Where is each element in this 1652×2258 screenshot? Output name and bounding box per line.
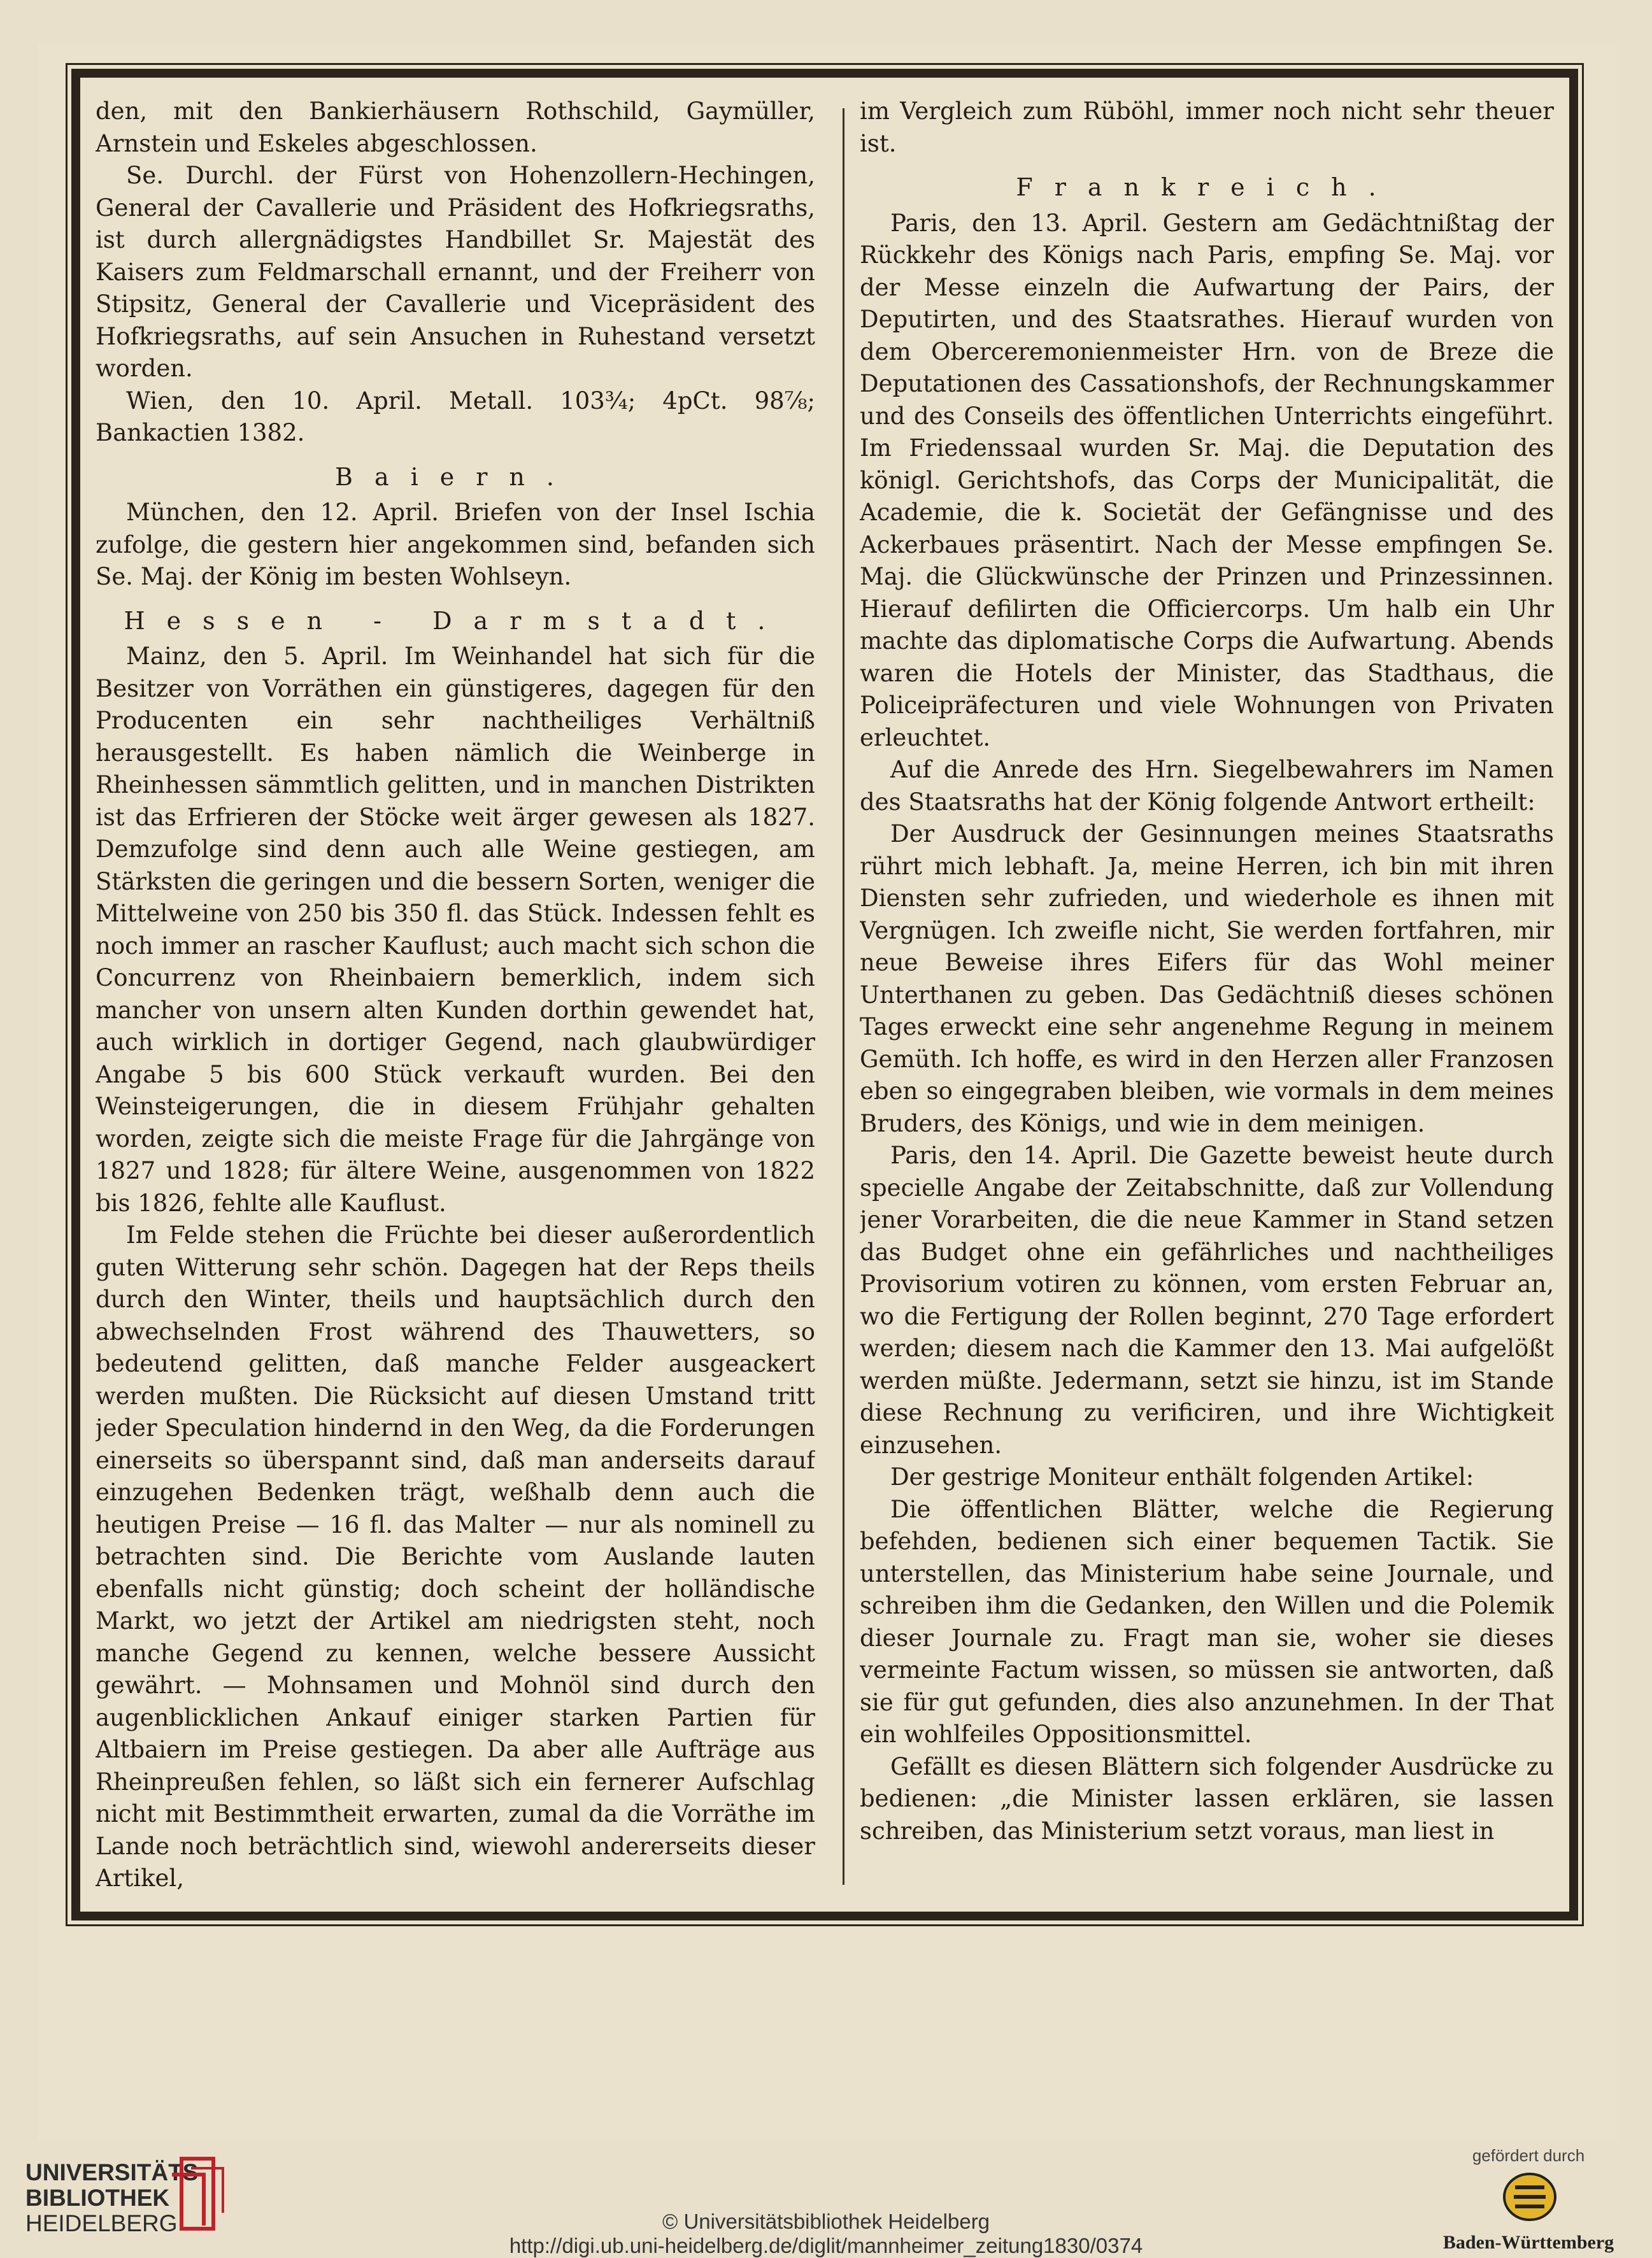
source-url-link[interactable]: http://digi.ub.uni-heidelberg.de/diglit/mannheimer_zeitung1830/0374	[509, 2234, 1143, 2257]
paragraph: Der gestrige Moniteur enthält folgenden Artikel:	[890, 1463, 1474, 1491]
paragraph: Se. Durchl. der Fürst von Hohenzollern-Hechingen, General der Cavallerie und Präsident des Hofkriegsraths, ist durch allergnädigstes Handbillet Sr. Majestät des Kaisers zum Feldmarschall ernannt, und der Freiherr von Stipsitz, General der Cavallerie und Vicepräsident des Hofkriegsraths, auf sein Ansuchen in Ruhestand versetzt worden.	[96, 162, 815, 382]
paragraph: Der Ausdruck der Gesinnungen meines Staatsraths rührt mich lebhaft. Ja, meine Herren, ich bin mit ihren Diensten sehr zufrieden, und wiederhole es ihnen mit Vergnügen. Ich zweifle nicht, Sie werden fortfahren, mir neue Beweise ihres Eifers für das Wohl meiner Unterthanen zu geben. Das Gedächtniß dieses schönen Tages erweckt eine sehr angenehme Regung in meinem Gemüth. Ich hoffe, es wird in den Herzen aller Franzosen eben so eingegraben bleiben, wie vormals in dem meines Bruders, des Königs, und wie in dem meinigen.	[860, 820, 1554, 1137]
paragraph: Gefällt es diesen Blättern sich folgender Ausdrücke zu bedienen: „die Minister lassen erklären, sie lassen schreiben, das Ministerium setzt voraus, man liest in	[860, 1752, 1554, 1845]
logo-line: BIBLIOTHEK	[25, 2185, 170, 2211]
funder-name[interactable]: Baden-Württemberg	[1442, 2232, 1614, 2253]
paragraph: Im Felde stehen die Früchte bei dieser außerordentlich guten Witterung sehr schön. Dagegen hat der Reps theils durch den Winter, theils und hauptsächlich durch den abwechselnden Frost während des Thauwetters, so bedeutend gelitten, daß manche Felder ausgeackert werden mußten. Die Rücksicht auf diesen Umstand tritt jeder Speculation hindernd in den Weg, da die Forderungen einerseits so überspannt sind, daß man anderseits darauf einzugehen Bedenken trägt, weßhalb denn auch die heutigen Preise — 16 fl. das Malter — nur als nominell zu betrachten sind. Die Berichte vom Auslande lauten ebenfalls nicht günstig; doch scheint der holländische Markt, wo jetzt der Artikel am niedrigsten steht, noch manche Gegend zu kennen, welche bessere Aussicht gewährt. — Mohnsamen und Mohnöl sind durch den augenblicklichen Ankauf einiger starken Partien für Altbaiern im Preise gestiegen. Da aber alle Aufträge aus Rheinpreußen fehlen, so läßt sich ein fernerer Aufschlag nicht mit Bestimmtheit erwarten, zumal da die Vorräthe im Lande noch beträchtlich sind, wiewohl andererseits dieser Artikel,	[96, 1221, 815, 1891]
section-heading-baiern: Baiern.	[335, 462, 576, 491]
paragraph: München, den 12. April. Briefen von der Insel Ischia zufolge, die gestern hier angekommen sind, befanden sich Se. Maj. der König im besten Wohlseyn.	[96, 499, 815, 590]
logo-line: UNIVERSITÄTS-	[25, 2159, 206, 2185]
paragraph: Paris, den 14. April. Die Gazette beweist heute durch specielle Angabe der Zeitabschnitte, daß zur Vollendung jener Vorarbeiten, die die neue Kammer in Stand setzen das Budget ohne ein gefährliches und nachtheiliges Provisorium votiren zu können, vom ersten Februar an, wo die Fertigung der Rollen beginnt, 270 Tage erfordert werden; diesem nach die Kammer den 13. Mai aufgelößt werden müßte. Jedermann, setzt sie hinzu, ist im Stande diese Rechnung zu verificiren, und ihre Wichtigkeit einzusehen.	[860, 1142, 1554, 1459]
baden-wuerttemberg-seal-icon	[1501, 2168, 1558, 2226]
logo-line: HEIDELBERG	[25, 2210, 178, 2236]
paragraph: Paris, den 13. April. Gestern am Gedächtnißtag der Rückkehr des Königs nach Paris, empfing Se. Maj. vor der Messe einzeln die Aufwartung der Pairs, der Deputirten, und des Staatsrathes. Hierauf wurden von dem Oberceremonienmeister Hrn. von de Breze die Deputationen des Cassationshofs, der Rechnungskammer und des Conseils des öffentlichen Unterrichts eingeführt. Im Friedenssaal wurden Sr. Maj. die Deputation des königl. Gerichtshofs, das Corps der Municipalität, die Academie, die k. Societät der Gefängnisse und des Ackerbaues präsentirt. Nach der Messe empfingen Se. Maj. die Glückwünsche der Prinzen und Prinzessinnen. Hierauf defilirten die Officiercorps. Um halb ein Uhr machte das diplomatische Corps die Aufwartung. Abends waren die Hotels der Minister, das Stadthaus, die Policeipräfecturen und viele Wohnungen von Privaten erleuchtet.	[860, 209, 1554, 751]
paragraph: Auf die Anrede des Hrn. Siegelbewahrers im Namen des Staatsraths hat der König folgende Antwort ertheilt:	[860, 756, 1554, 816]
paragraph: den, mit den Bankierhäusern Rothschild, Gaymüller, Arnstein und Eskeles abgeschlossen.	[96, 97, 815, 157]
paragraph: Mainz, den 5. April. Im Weinhandel hat sich für die Besitzer von Vorräthen ein günstigeres, dagegen für den Producenten ein sehr nachtheiliges Verhältniß herausgestellt. Es haben nämlich die Weinberge in Rheinhessen sämmtlich gelitten, und in manchen Distrikten ist das Erfrieren der Stöcke weit ärger gewesen als 1827. Demzufolge sind denn auch alle Weine gestiegen, am Stärksten die geringen und die bessern Sorten, weniger die Mittelweine von 250 bis 350 fl. das Stück. Indessen fehlt es noch immer an rascher Kauflust; auch macht sich schon die Concurrenz von Rheinbaiern bemerklich, indem sich mancher von unsern alten Kunden dorthin gewendet hat, auch wirklich in dortiger Gegend, nach glaubwürdiger Angabe 5 bis 600 Stück verkauft wurden. Bei den Weinsteigerungen, die in diesem Frühjahr gehalten worden, zeigte sich die meiste Frage für die Jahrgänge von 1827 und 1828; für ältere Weine, ausgenommen von 1822 bis 1826, fehlte alle Kauflust.	[96, 643, 815, 1217]
paragraph: Die öffentlichen Blätter, welche die Regierung befehden, bedienen sich einer bequemen Tactik. Sie unterstellen, das Ministerium habe seine Journale, und schreiben ihm die Gedanken, den Willen und die Polemik dieser Journale zu. Fragt man sie, woher sie dieses vermeinte Factum wissen, so müssen sie antworten, daß sie für gut gefunden, dies also anzunehmen. In der That ein wohlfeiles Oppositionsmittel.	[860, 1495, 1554, 1748]
left-column	[96, 96, 815, 1891]
funded-by-label: gefördert durch	[1472, 2146, 1585, 2165]
section-heading-frankreich: Frankreich.	[1016, 173, 1398, 201]
right-column	[860, 96, 1554, 1891]
paragraph: Wien, den 10. April. Metall. 103¾; 4pCt. 98⅞; Bankactien 1382.	[96, 387, 815, 446]
paragraph: im Vergleich zum Rüböhl, immer noch nicht sehr theuer ist.	[860, 97, 1554, 157]
section-heading-hessen-darmstadt: Hessen - Darmstadt.	[124, 606, 787, 635]
copyright-notice: © Universitätsbibliothek Heidelberg	[662, 2210, 990, 2233]
column-divider	[843, 108, 844, 1885]
